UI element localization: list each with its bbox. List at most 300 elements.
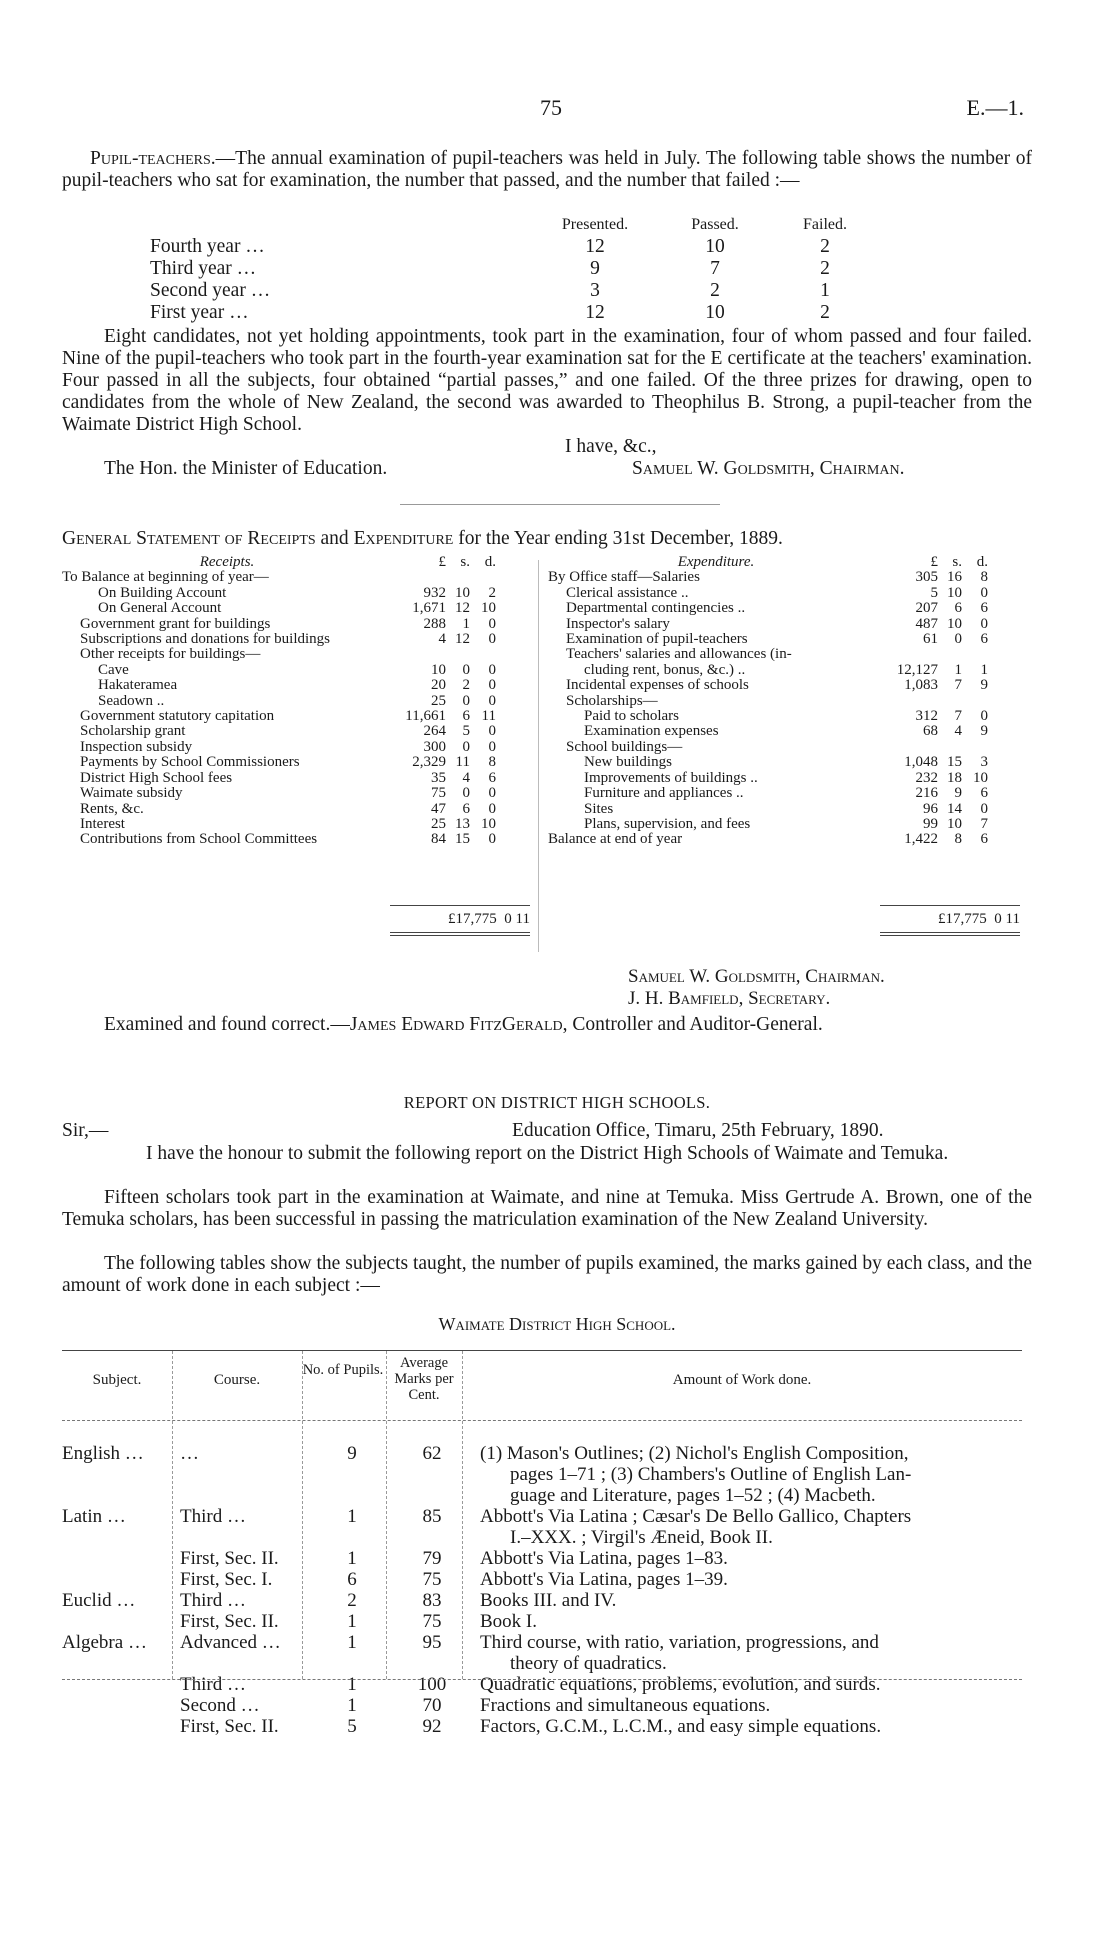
expenditure-row-label: Paid to scholars (584, 708, 679, 725)
expenditure-row-pounds: 61 (923, 631, 938, 648)
pupil-count: 1 (347, 1674, 357, 1695)
receipt-row-pounds: 288 (423, 615, 446, 632)
receipt-row-shillings: 12 (455, 600, 470, 617)
expenditure-row-pounds: 68 (923, 723, 938, 740)
receipt-row-shillings: 2 (462, 677, 470, 694)
receipt-row (62, 724, 496, 739)
statement-signature-secretary: J. H. Bamfield, Secretary. (628, 988, 831, 1009)
receipt-row-label: Hakateramea (98, 677, 178, 694)
expenditure-row (548, 832, 988, 847)
receipt-row-label: On General Account (98, 600, 222, 617)
receipts-total (390, 911, 530, 928)
expenditure-row-pence: 9 (980, 723, 988, 740)
average-marks: 79 (422, 1548, 442, 1569)
lsd-pounds-exp: £ (930, 554, 938, 570)
pupil-count: 1 (347, 1506, 357, 1527)
work-line: (1) Mason's Outlines; (2) Nichol's English Composition, (480, 1443, 909, 1464)
expenditure-row-pounds: 216 (915, 785, 938, 802)
passed-value: 10 (705, 302, 725, 323)
receipt-row-label: Subscriptions and donations for buildings (80, 631, 330, 648)
expenditure-row-label: Examination expenses (584, 723, 719, 740)
receipt-row-pence (470, 570, 496, 585)
receipt-row-pounds: 10 (431, 661, 446, 678)
expenditure-row-shillings: 10 (947, 815, 962, 832)
course-name: Third … (180, 1590, 246, 1611)
failed-value: 2 (820, 236, 830, 257)
receipt-row-pounds: 35 (431, 769, 446, 786)
pupil-teachers-paragraph (62, 326, 1032, 436)
pupil-teachers-table (150, 214, 860, 324)
receipts-heading: Receipts. (199, 554, 255, 570)
receipt-row-pence: 0 (488, 738, 496, 755)
pupil-teacher-row (150, 302, 860, 324)
receipt-row-shillings: 12 (455, 631, 470, 648)
col-passed: Passed. (691, 216, 739, 233)
receipt-row-pence: 10 (481, 815, 496, 832)
expenditure-row-label: Improvements of buildings .. (584, 769, 758, 786)
expenditure-row-shillings: 10 (947, 584, 962, 601)
work-line: Book I. (480, 1611, 537, 1632)
expenditure-row (548, 570, 988, 585)
lsd-pounds: £ (438, 554, 446, 570)
receipt-row-pounds: 1,671 (412, 600, 446, 617)
spacer (750, 236, 790, 258)
receipt-row-pence: 0 (488, 631, 496, 648)
receipt-row (62, 740, 496, 755)
statement-title-part2: Expenditure (353, 528, 454, 549)
work-done (470, 1548, 1040, 1569)
subject-row (62, 1548, 1040, 1569)
average-marks: 70 (422, 1695, 442, 1716)
expenditure-row (548, 647, 988, 662)
pupil-teacher-year: Fourth year … (150, 236, 265, 257)
expenditure-row-shillings: 8 (954, 831, 962, 848)
spacer (640, 280, 680, 302)
subject-name (62, 1674, 172, 1695)
receipt-row-shillings: 0 (462, 692, 470, 709)
average-marks: 75 (422, 1611, 442, 1632)
report-paragraph-1 (62, 1143, 1032, 1165)
expenditure-total (880, 911, 1020, 928)
subject-name (62, 1611, 172, 1632)
lsd-pence: d. (484, 554, 496, 570)
expenditure-table (548, 555, 988, 848)
expenditure-row-pounds: 12,127 (896, 661, 938, 678)
receipt-row-shillings: 4 (462, 769, 470, 786)
expenditure-row-label: Scholarships— (566, 692, 658, 709)
expenditure-heading: Expenditure. (677, 554, 755, 570)
receipt-row-label: Other receipts for buildings— (80, 646, 261, 663)
expenditure-row (548, 724, 988, 739)
receipt-row-pounds: 4 (438, 631, 446, 648)
work-done (470, 1443, 1040, 1506)
expenditure-row-pence (962, 740, 988, 755)
expenditure-row-shillings: 9 (954, 785, 962, 802)
expenditure-row-pounds: 487 (915, 615, 938, 632)
expenditure-row (548, 802, 988, 817)
receipt-row-label: Interest (80, 815, 125, 832)
expenditure-total-double-rule (880, 932, 1020, 933)
receipt-row-pence: 0 (488, 661, 496, 678)
report-paragraph-2 (62, 1187, 1032, 1231)
work-line-continued: I.–XXX. ; Virgil's Æneid, Book II. (510, 1527, 773, 1548)
col-failed: Failed. (803, 216, 847, 233)
receipt-row-shillings: 0 (462, 738, 470, 755)
average-marks: 100 (417, 1674, 447, 1695)
receipt-row-pence (470, 647, 496, 662)
report-paragraph-3-text: The following tables show the subjects taught, the number of pupils examined, the marks gained by each class, and the amount of work done in each subject :— (62, 1253, 1032, 1296)
expenditure-row-pounds: 96 (923, 800, 938, 817)
receipt-row-shillings (446, 647, 470, 662)
receipt-row-pounds: 20 (431, 677, 446, 694)
subject-row (62, 1590, 1040, 1611)
expenditure-row-shillings: 18 (947, 769, 962, 786)
statement-title-end: for the Year ending 31st December, 1889. (453, 528, 783, 549)
subject-name: Algebra … (62, 1632, 147, 1653)
expenditure-row-pounds: 1,083 (904, 677, 938, 694)
receipt-row-shillings: 1 (462, 615, 470, 632)
expenditure-row (548, 709, 988, 724)
work-line: Books III. and IV. (480, 1590, 617, 1611)
receipt-row-label: Seadown .. (98, 692, 165, 709)
receipt-row (62, 771, 496, 786)
receipt-row-label: District High School fees (80, 769, 233, 786)
expenditure-row-pence: 10 (973, 769, 988, 786)
pupil-teachers-intro-text: —The annual examination of pupil-teachers was held in July. The following table shows the number of pupil-teachers who sat for examination, the number that passed, and the number that failed :— (62, 148, 1032, 191)
spacer (640, 258, 680, 280)
pupil-teachers-heading: Pupil-teachers. (90, 148, 216, 169)
expenditure-row-label: New buildings (584, 754, 672, 771)
subject-name (62, 1569, 172, 1590)
work-line-continued: pages 1–71 ; (3) Chambers's Outline of English Lan- (510, 1464, 912, 1485)
expenditure-row-pounds (884, 740, 938, 755)
spacer (640, 302, 680, 324)
average-marks: 62 (422, 1443, 442, 1464)
receipt-row (62, 570, 496, 585)
expenditure-row-pounds: 207 (915, 600, 938, 617)
expenditure-row-shillings: 16 (947, 569, 962, 586)
expenditure-row (548, 740, 988, 755)
spacer (750, 280, 790, 302)
receipts-table (62, 555, 496, 848)
passed-value: 7 (710, 258, 720, 279)
receipt-row (62, 802, 496, 817)
pupil-count: 5 (347, 1716, 357, 1737)
work-line: Abbott's Via Latina ; Cæsar's De Bello Gallico, Chapters (480, 1506, 912, 1527)
col-work: Amount of Work done. (672, 1372, 812, 1388)
expenditure-row-pounds: 312 (915, 708, 938, 725)
expenditure-row-label: Examination of pupil-teachers (566, 631, 748, 648)
receipt-row (62, 663, 496, 678)
receipt-row (62, 632, 496, 647)
receipt-row-label: Government statutory capitation (80, 708, 275, 725)
expenditure-total-pence: 11 (1005, 911, 1020, 927)
report-paragraph-3 (62, 1253, 1032, 1297)
receipt-row-pence: 0 (488, 800, 496, 817)
expenditure-row-pounds: 1,048 (904, 754, 938, 771)
pupil-teacher-year: First year … (150, 302, 249, 323)
pupil-teacher-row (150, 280, 860, 302)
expenditure-row-pounds: 99 (923, 815, 938, 832)
statement-title (62, 528, 783, 550)
pupil-count: 1 (347, 1695, 357, 1716)
subject-name: Latin … (62, 1506, 126, 1527)
receipt-row (62, 647, 496, 662)
receipts-total-double-rule-2 (390, 935, 530, 936)
receipt-row (62, 786, 496, 801)
col-marks: Average Marks per Cent. (394, 1355, 454, 1403)
pupil-count: 2 (347, 1590, 357, 1611)
receipt-row-pounds (392, 647, 446, 662)
work-done (470, 1674, 1040, 1695)
subject-row (62, 1674, 1040, 1695)
report-paragraph-2-text: Fifteen scholars took part in the examination at Waimate, and nine at Temuka. Miss Gertrude A. Brown, one of the Temuka scholars, has been successful in passing the matriculation examination of the New Zealand University. (62, 1187, 1032, 1230)
course-name: Third … (180, 1674, 246, 1695)
receipt-row-shillings (446, 570, 470, 585)
expenditure-row-pounds: 1,422 (904, 831, 938, 848)
expenditure-row-pence: 3 (980, 754, 988, 771)
expenditure-row-pence (962, 647, 988, 662)
expenditure-row-label: Clerical assistance .. (566, 584, 689, 601)
i-have: I have, &c., (565, 436, 657, 457)
pupil-teachers-paragraph-text: Eight candidates, not yet holding appointments, took part in the examination, four of whom passed and four failed. Nine of the pupil-teachers who took part in the fourth-year examination sat for the E certificate at the teachers' examination. Four passed in all the subjects, four obtained “partial passes,” and one failed. Of the three prizes for drawing, open to candidates from the whole of New Zealand, the second was awarded to Theophilus B. Strong, a pupil-teacher from the Waimate District High School. (62, 326, 1032, 435)
receipt-row (62, 694, 496, 709)
expenditure-row-label: School buildings— (566, 738, 683, 755)
expenditure-row (548, 694, 988, 709)
work-line-continued: theory of quadratics. (510, 1653, 667, 1674)
divider (400, 504, 720, 505)
receipt-row (62, 817, 496, 832)
receipt-row-pounds: 25 (431, 815, 446, 832)
receipt-row-pounds: 25 (431, 692, 446, 709)
subjects-table (62, 1443, 1040, 1737)
col-presented: Presented. (561, 216, 629, 233)
expenditure-row (548, 663, 988, 678)
subject-row (62, 1569, 1040, 1590)
expenditure-total-pounds: £17,775 (938, 911, 987, 927)
expenditure-row-pence: 6 (980, 631, 988, 648)
receipt-row (62, 678, 496, 693)
receipts-total-pence: 11 (515, 911, 530, 927)
receipt-row-pounds (392, 570, 446, 585)
expenditure-row-pence: 6 (980, 600, 988, 617)
receipt-row-label: Waimate subsidy (80, 785, 183, 802)
page-number: 75 (540, 95, 562, 120)
expenditure-row (548, 601, 988, 616)
receipt-row-label: Contributions from School Committees (80, 831, 318, 848)
receipts-total-double-rule (390, 932, 530, 933)
expenditure-row-pence: 9 (980, 677, 988, 694)
receipts-total-shillings: 0 (504, 911, 512, 927)
subject-name: English … (62, 1443, 144, 1464)
expenditure-row-pence: 0 (980, 800, 988, 817)
receipt-row-pounds: 75 (431, 785, 446, 802)
expenditure-row-pence: 8 (980, 569, 988, 586)
receipt-row-pence: 11 (481, 708, 496, 725)
pupil-count: 6 (347, 1569, 357, 1590)
work-line: Abbott's Via Latina, pages 1–39. (480, 1569, 728, 1590)
receipt-row (62, 709, 496, 724)
presented-value: 12 (585, 302, 605, 323)
pupil-teachers-intro (62, 148, 1032, 192)
report-title: REPORT ON DISTRICT HIGH SCHOOLS. (403, 1093, 711, 1112)
expenditure-row-pounds (884, 694, 938, 709)
course-name: First, Sec. II. (180, 1611, 279, 1632)
failed-value: 1 (820, 280, 830, 301)
spacer (750, 302, 790, 324)
work-done (470, 1569, 1040, 1590)
receipt-row-label: Rents, &c. (80, 800, 144, 817)
expenditure-row-label: Teachers' salaries and allowances (in- (566, 646, 792, 663)
receipt-row (62, 617, 496, 632)
expenditure-row-label: Incidental expenses of schools (566, 677, 749, 694)
course-name: First, Sec. II. (180, 1548, 279, 1569)
expenditure-row-label: Sites (584, 800, 614, 817)
work-line: Factors, G.C.M., L.C.M., and easy simple equations. (480, 1716, 882, 1737)
receipts-total-rule (390, 905, 530, 906)
work-done (470, 1611, 1040, 1632)
pupil-count: 1 (347, 1611, 357, 1632)
receipt-row (62, 601, 496, 616)
receipt-row-pence: 0 (488, 677, 496, 694)
receipt-row-pounds: 300 (423, 738, 446, 755)
receipt-row-pence: 8 (488, 754, 496, 771)
expenditure-row-pence: 0 (980, 584, 988, 601)
work-done (470, 1590, 1040, 1611)
lsd-pence-exp: d. (976, 554, 988, 570)
expenditure-row-pence: 6 (980, 785, 988, 802)
pupil-count: 1 (347, 1632, 357, 1653)
expenditure-row-shillings: 14 (947, 800, 962, 817)
expenditure-row-shillings: 1 (954, 661, 962, 678)
subject-row (62, 1443, 1040, 1506)
receipt-row-label: Government grant for buildings (80, 615, 271, 632)
receipt-row-label: On Building Account (98, 584, 227, 601)
lsd-shillings-exp: s. (952, 554, 962, 570)
average-marks: 95 (422, 1632, 442, 1653)
spacer (640, 236, 680, 258)
addressee: The Hon. the Minister of Education. (104, 458, 388, 479)
chairman-signature: Samuel W. Goldsmith, Chairman. (632, 458, 905, 479)
expenditure-row-pence: 1 (980, 661, 988, 678)
receipt-row-shillings: 6 (462, 800, 470, 817)
table-top-rule (62, 1350, 1022, 1351)
subject-row (62, 1716, 1040, 1737)
receipt-row-shillings: 11 (455, 754, 470, 771)
work-done (470, 1506, 1040, 1548)
receipts-total-pounds: £17,775 (448, 911, 497, 927)
expenditure-row-shillings: 10 (947, 615, 962, 632)
expenditure-row-label: Inspector's salary (566, 615, 670, 632)
subject-name (62, 1548, 172, 1569)
col-subject: Subject. (92, 1372, 142, 1388)
expenditure-row-pence: 6 (980, 831, 988, 848)
receipt-row-label: To Balance at beginning of year— (62, 569, 269, 586)
expenditure-row (548, 632, 988, 647)
work-line: Abbott's Via Latina, pages 1–83. (480, 1548, 728, 1569)
receipt-row-pounds: 84 (431, 831, 446, 848)
pupil-count: 9 (347, 1443, 357, 1464)
work-line: Quadratic equations, problems, evolution, and surds. (480, 1674, 881, 1695)
receipt-row-pounds: 2,329 (412, 754, 446, 771)
passed-value: 2 (710, 280, 720, 301)
expenditure-row (548, 817, 988, 832)
receipt-row-pence: 10 (481, 600, 496, 617)
audit-suffix: Controller and Auditor-General. (567, 1014, 823, 1035)
subject-name (62, 1716, 172, 1737)
receipt-row-pounds: 47 (431, 800, 446, 817)
expenditure-row-shillings: 0 (954, 631, 962, 648)
course-name: First, Sec. II. (180, 1716, 279, 1737)
spacer (750, 258, 790, 280)
course-name: Second … (180, 1695, 260, 1716)
expenditure-row-shillings (938, 694, 962, 709)
pupil-count: 1 (347, 1548, 357, 1569)
table-bottom-rule (62, 1679, 1022, 1680)
receipt-row-shillings: 15 (455, 831, 470, 848)
expenditure-row (548, 678, 988, 693)
dateline: Education Office, Timaru, 25th February, 1890. (512, 1120, 884, 1141)
course-name: First, Sec. I. (180, 1569, 273, 1590)
receipt-row-shillings: 6 (462, 708, 470, 725)
subject-row (62, 1611, 1040, 1632)
expenditure-row (548, 586, 988, 601)
receipt-row (62, 586, 496, 601)
failed-value: 2 (820, 302, 830, 323)
work-done (470, 1716, 1040, 1737)
failed-value: 2 (820, 258, 830, 279)
expenditure-row-pounds: 305 (915, 569, 938, 586)
average-marks: 75 (422, 1569, 442, 1590)
receipt-row-pence: 0 (488, 692, 496, 709)
expenditure-row-shillings: 7 (954, 708, 962, 725)
pupil-teacher-row (150, 236, 860, 258)
expenditure-row-pounds: 5 (930, 584, 938, 601)
statement-title-part: General Statement of Receipts (62, 528, 316, 549)
expenditure-row-label: Departmental contingencies .. (566, 600, 746, 617)
passed-value: 10 (705, 236, 725, 257)
expenditure-row (548, 755, 988, 770)
expenditure-row-shillings: 15 (947, 754, 962, 771)
expenditure-row-label: Plans, supervision, and fees (584, 815, 751, 832)
waimate-table-title: Waimate District High School. (438, 1314, 676, 1334)
expenditure-row-label: By Office staff—Salaries (548, 569, 700, 586)
subject-name (62, 1695, 172, 1716)
expenditure-row-shillings: 4 (954, 723, 962, 740)
col-pupils: No. of Pupils. (302, 1362, 384, 1378)
expenditure-row (548, 771, 988, 786)
receipt-row-pence: 0 (488, 785, 496, 802)
receipt-row-pounds: 264 (423, 723, 446, 740)
pupil-teacher-year: Second year … (150, 280, 271, 301)
course-name: Advanced … (180, 1632, 281, 1653)
expenditure-row-label: Furniture and appliances .. (584, 785, 744, 802)
expenditure-row (548, 786, 988, 801)
course-name: Third … (180, 1506, 246, 1527)
receipt-row-shillings: 0 (462, 785, 470, 802)
expenditure-row-label: Balance at end of year (548, 831, 683, 848)
receipt-row-pounds: 932 (423, 584, 446, 601)
work-line-continued: guage and Literature, pages 1–52 ; (4) Macbeth. (510, 1485, 876, 1506)
column-rule (538, 560, 539, 952)
work-line: Third course, with ratio, variation, progressions, and (480, 1632, 879, 1653)
expenditure-total-rule (880, 905, 1020, 906)
receipt-row-pence: 0 (488, 723, 496, 740)
subject-row (62, 1506, 1040, 1548)
expenditure-row-shillings: 7 (954, 677, 962, 694)
presented-value: 12 (585, 236, 605, 257)
expenditure-row-shillings: 6 (954, 600, 962, 617)
